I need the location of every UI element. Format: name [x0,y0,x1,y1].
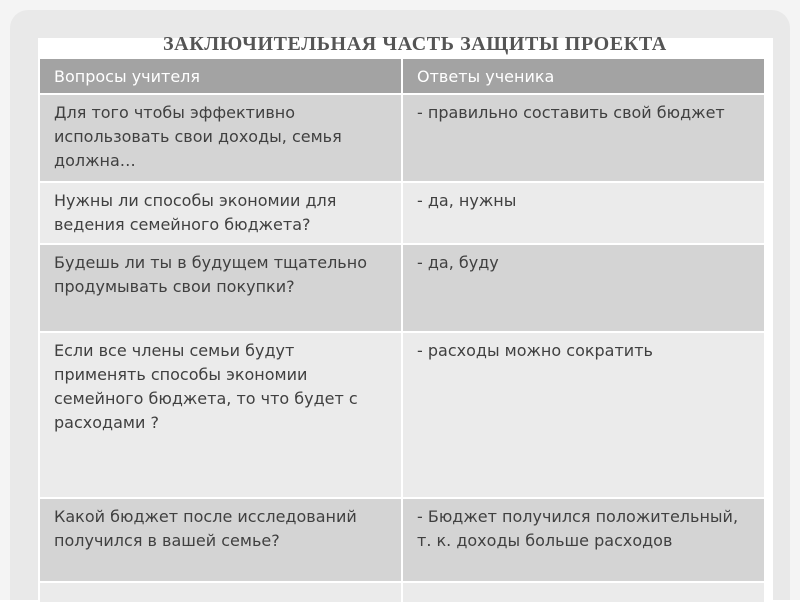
table-row [40,244,764,332]
empty-cell [40,582,402,602]
answer-cell: - да, нужны [402,182,764,244]
table-row [40,332,764,498]
table-row [40,498,764,582]
question-cell: Если все члены семьи будут применять способы экономии семейного бюджета, то что будет с расходами ? [40,332,402,498]
question-cell: Нужны ли способы экономии для ведения семейного бюджета? [40,182,402,244]
header-teacher-questions: Вопросы учителя [40,59,402,94]
answer-cell: - правильно составить свой бюджет [402,94,764,182]
question-cell: Для того чтобы эффективно использовать свои доходы, семья должна… [40,94,402,182]
table-row-empty [40,582,764,602]
table-header-row [40,59,764,94]
table-row [40,182,764,244]
answer-cell: - Бюджет получился положительный, т. к. доходы больше расходов [402,498,764,582]
empty-cell [402,582,764,602]
answer-cell: - расходы можно сократить [402,332,764,498]
question-cell: Какой бюджет после исследований получился в вашей семье? [40,498,402,582]
slide-title: ЗАКЛЮЧИТЕЛЬНАЯ ЧАСТЬ ЗАЩИТЫ ПРОЕКТА [163,33,667,55]
table-row [40,94,764,182]
answer-cell: - да, буду [402,244,764,332]
qa-table [40,59,764,602]
header-student-answers: Ответы ученика [402,59,764,94]
question-cell: Будешь ли ты в будущем тщательно продумывать свои покупки? [40,244,402,332]
